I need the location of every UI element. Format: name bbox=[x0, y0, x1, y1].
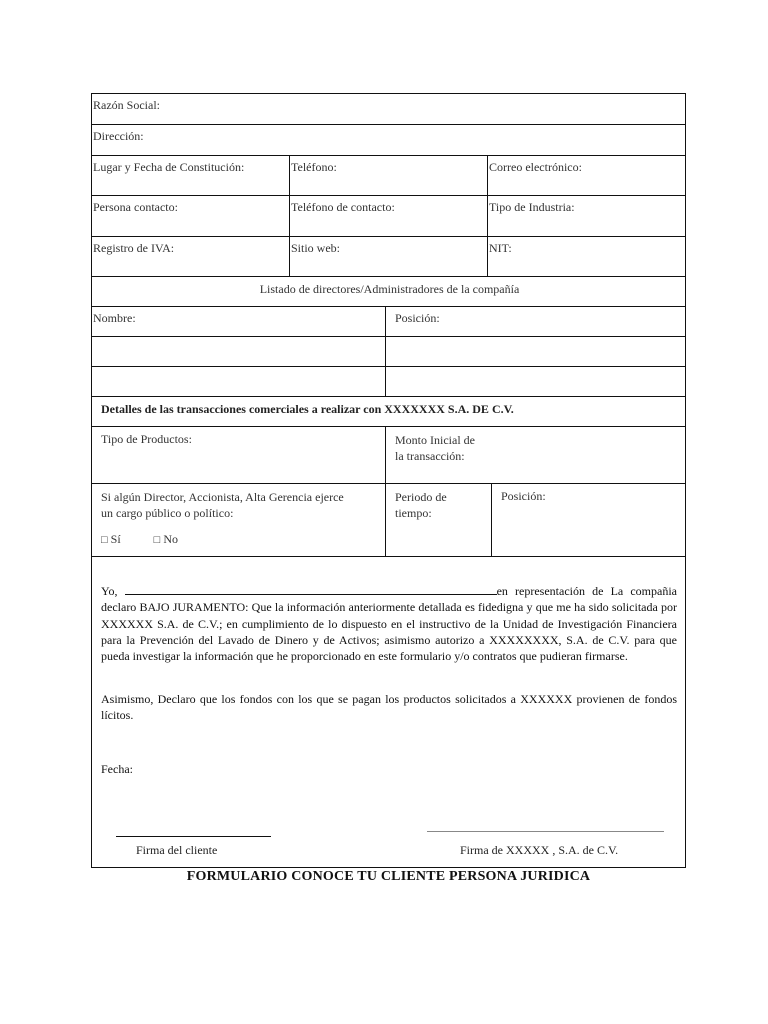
persona-contacto-label: Persona contacto: bbox=[93, 200, 178, 214]
option-si-label: Sí bbox=[110, 532, 121, 546]
nit-label: NIT: bbox=[489, 241, 512, 255]
name-blank-line[interactable] bbox=[125, 584, 497, 595]
col-posicion bbox=[385, 307, 687, 336]
direccion-label: Dirección: bbox=[93, 129, 144, 143]
tipo-productos-field[interactable] bbox=[92, 427, 385, 483]
row-registro bbox=[92, 237, 685, 277]
row-constitucion bbox=[92, 156, 685, 196]
director-1-nombre[interactable] bbox=[92, 337, 385, 366]
col-posicion-label: Posición: bbox=[395, 311, 440, 325]
monto-field[interactable] bbox=[385, 427, 687, 483]
row-director-1 bbox=[92, 337, 685, 367]
fecha-label: Fecha: bbox=[101, 762, 133, 776]
declaration-paragraph-2: Asimismo, Declaro que los fondos con los que se pagan los productos solicitados a XXXXXX provienen de fondos lícitos. bbox=[101, 692, 677, 723]
company-signature-line[interactable] bbox=[427, 831, 664, 832]
sitio-web-label: Sitio web: bbox=[291, 241, 341, 255]
tipo-industria-field[interactable] bbox=[487, 196, 687, 236]
row-directors-header bbox=[92, 277, 685, 307]
row-direccion bbox=[92, 125, 685, 156]
client-signature-line[interactable] bbox=[116, 836, 271, 837]
posicion-field[interactable] bbox=[491, 484, 687, 556]
nit-field[interactable] bbox=[487, 237, 687, 276]
form-title: FORMULARIO CONOCE TU CLIENTE PERSONA JURIDICA bbox=[186, 869, 591, 884]
razon-social-field[interactable] bbox=[92, 94, 687, 124]
row-directors-columns bbox=[92, 307, 685, 337]
client-signature-label: Firma del cliente bbox=[136, 843, 218, 857]
cargo-label-line1: Si algún Director, Accionista, Alta Gerencia ejerce bbox=[101, 490, 344, 504]
periodo-label-line2: tiempo: bbox=[395, 506, 432, 520]
checkbox-icon: □ bbox=[101, 534, 108, 546]
declaration-paragraph-1 bbox=[101, 583, 677, 664]
checkbox-icon: □ bbox=[153, 534, 161, 546]
tipo-productos-label: Tipo de Productos: bbox=[101, 432, 192, 446]
row-productos bbox=[92, 427, 685, 484]
transactions-header: Detalles de las transacciones comerciales a realizar con XXXXXXX S.A. DE C.V. bbox=[101, 402, 514, 416]
row-razon-social bbox=[92, 94, 685, 125]
company-signature-label: Firma de XXXXX , S.A. de C.V. bbox=[460, 843, 619, 857]
telefono-field[interactable] bbox=[289, 156, 487, 195]
row-transactions-header bbox=[92, 397, 685, 427]
registro-iva-label: Registro de IVA: bbox=[93, 241, 175, 255]
telefono-contacto-label: Teléfono de contacto: bbox=[291, 200, 395, 214]
sitio-web-field[interactable] bbox=[289, 237, 487, 276]
cargo-options bbox=[101, 531, 384, 548]
col-nombre-label: Nombre: bbox=[93, 311, 136, 325]
declaration-yo: Yo, bbox=[101, 584, 118, 598]
declaration-line1-end: en representación de La compañia bbox=[496, 584, 677, 598]
col-nombre bbox=[92, 307, 385, 336]
checkbox-no[interactable] bbox=[154, 532, 178, 546]
correo-label: Correo electrónico: bbox=[489, 160, 582, 174]
director-2-posicion[interactable] bbox=[385, 367, 687, 396]
periodo-label-line1: Periodo de bbox=[395, 490, 447, 504]
kyc-form bbox=[91, 93, 686, 868]
telefono-label: Teléfono: bbox=[291, 160, 337, 174]
lugar-fecha-field[interactable] bbox=[92, 156, 289, 195]
cargo-publico-field bbox=[92, 484, 385, 556]
razon-social-label: Razón Social: bbox=[93, 98, 160, 112]
directors-header: Listado de directores/Administradores de la compañía bbox=[259, 282, 520, 296]
monto-label-line1: Monto Inicial de bbox=[395, 433, 475, 447]
monto-label-line2: la transacción: bbox=[395, 449, 465, 463]
row-cargo-publico bbox=[92, 484, 685, 557]
tipo-industria-label: Tipo de Industria: bbox=[489, 200, 575, 214]
declaration-body: declaro BAJO JURAMENTO: Que la información anteriormente detallada es fidedigna y que me ha sido solicitada por XXXXXX S.A. de C.V.; en cumplimiento de lo dispuesto en el instructivo de la Unidad de Investigación Financiera para la Prevención del Lavado de Dinero y de Activos; asimismo autorizo a XXXXXXXX, S.A. de C.V. para que pueda investigar la información que he proporcionado en este formulario y/o contratos que pudieran firmarse. bbox=[101, 600, 677, 664]
row-director-2 bbox=[92, 367, 685, 397]
correo-field[interactable] bbox=[487, 156, 687, 195]
option-no-label: No bbox=[163, 532, 178, 546]
persona-contacto-field[interactable] bbox=[92, 196, 289, 236]
checkbox-si[interactable] bbox=[101, 532, 121, 546]
row-contacto bbox=[92, 196, 685, 237]
posicion-label: Posición: bbox=[501, 489, 546, 503]
registro-iva-field[interactable] bbox=[92, 237, 289, 276]
direccion-field[interactable] bbox=[92, 125, 687, 155]
lugar-fecha-label: Lugar y Fecha de Constitución: bbox=[93, 160, 245, 174]
director-2-nombre[interactable] bbox=[92, 367, 385, 396]
director-1-posicion[interactable] bbox=[385, 337, 687, 366]
cargo-label-line2: un cargo público o político: bbox=[101, 506, 234, 520]
telefono-contacto-field[interactable] bbox=[289, 196, 487, 236]
periodo-field[interactable] bbox=[385, 484, 491, 556]
